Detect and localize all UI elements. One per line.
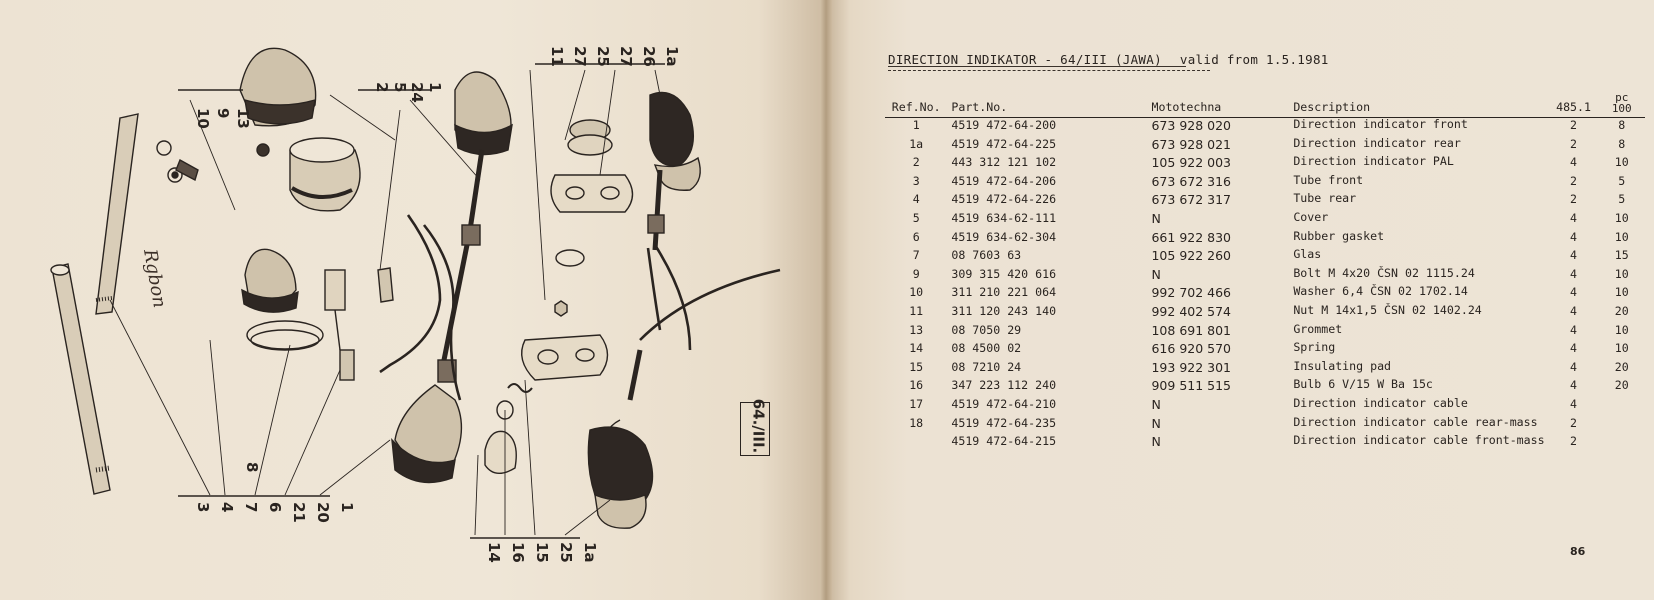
cell-desc: Direction indicator cable rear-mass <box>1293 414 1538 429</box>
cell-q2: 20 <box>1614 359 1629 374</box>
cell-moto: N <box>1151 210 1161 226</box>
header-q1: 485.1 <box>1556 100 1591 114</box>
cell-desc: Direction indicator cable <box>1293 395 1468 410</box>
cell-desc: Bolt M 4x20 ČSN 02 1115.24 <box>1293 265 1475 280</box>
cell-part: 4519 472-64-226 <box>951 192 1057 207</box>
cell-moto: 992 402 574 <box>1151 303 1232 319</box>
cell-desc: Tube front <box>1293 172 1364 187</box>
table-row <box>885 341 1645 360</box>
callout-label: 1a <box>581 542 599 563</box>
cell-ref: 17 <box>909 396 924 411</box>
cell-moto: N <box>1151 434 1161 450</box>
cell-ref: 6 <box>912 229 920 244</box>
cell-q2: 8 <box>1618 118 1626 132</box>
cell-q1: 4 <box>1570 155 1578 170</box>
table-row <box>885 192 1645 211</box>
cell-part: 443 312 121 102 <box>951 155 1057 170</box>
cell-q2: 8 <box>1618 136 1626 151</box>
header-moto: Mototechna <box>1151 100 1222 114</box>
handwritten-note: Rgbon <box>139 247 170 310</box>
cell-desc: Bulb 6 V/15 W Ba 15c <box>1293 377 1433 392</box>
cell-moto: 673 672 317 <box>1151 192 1232 208</box>
cell-ref: 9 <box>912 266 920 281</box>
callout-label: 4 <box>218 502 236 513</box>
table-row <box>885 155 1645 174</box>
header-q2 <box>1599 92 1646 118</box>
document-title <box>888 52 1329 67</box>
callout-label: 5 <box>391 82 409 93</box>
cell-q1: 4 <box>1570 378 1578 393</box>
cell-ref: 16 <box>909 378 924 393</box>
indicator-front-drawing <box>392 72 512 483</box>
callout-label: 14 <box>485 542 503 563</box>
cell-q1: 4 <box>1570 266 1578 281</box>
table-row <box>885 360 1645 379</box>
table-row <box>885 397 1645 416</box>
table-row <box>885 248 1645 267</box>
table-row <box>885 267 1645 286</box>
cell-moto: 909 511 515 <box>1151 378 1232 394</box>
cell-moto: N <box>1151 266 1161 282</box>
cell-desc: Grommet <box>1293 321 1343 336</box>
cell-moto: 673 928 020 <box>1151 118 1232 133</box>
cell-desc: Glas <box>1293 247 1322 262</box>
parts-table-body <box>885 118 1645 453</box>
cell-part: 4519 634-62-304 <box>951 229 1057 244</box>
cell-q1: 4 <box>1570 341 1578 356</box>
cell-part: 08 7603 63 <box>951 248 1022 263</box>
indicator-rear-drawing <box>588 93 780 529</box>
cell-moto: 661 922 830 <box>1151 229 1232 245</box>
callout-label: 26 <box>640 46 658 67</box>
cell-q2: 10 <box>1614 266 1629 281</box>
page-number: 86 <box>1570 545 1586 558</box>
cell-ref: 3 <box>912 173 920 188</box>
callouts-bottom-right <box>485 542 599 563</box>
cell-q2: 15 <box>1614 248 1629 263</box>
cell-q2 <box>1599 416 1646 435</box>
callout-label: 13 <box>234 108 252 129</box>
cell-moto: 616 920 570 <box>1151 341 1232 357</box>
callout-label: 1 <box>338 502 356 513</box>
callout-label: 27 <box>571 46 589 67</box>
cell-q1: 4 <box>1570 285 1578 300</box>
cell-desc: Tube rear <box>1293 191 1357 206</box>
table-row <box>885 416 1645 435</box>
cell-q2: 10 <box>1614 210 1629 225</box>
cell-q2: 10 <box>1614 341 1629 356</box>
cell-ref: 5 <box>912 210 920 225</box>
cell-part: 08 7210 24 <box>951 359 1022 374</box>
cell-q2 <box>1599 397 1646 416</box>
cell-moto: 193 922 301 <box>1151 359 1232 375</box>
cell-ref: 7 <box>912 248 920 263</box>
cell-desc: Insulating pad <box>1293 358 1392 373</box>
callout-label: 11 <box>548 46 566 67</box>
callout-label: 20 <box>314 502 332 523</box>
callout-label: 27 <box>617 46 635 67</box>
cell-q1: 4 <box>1570 248 1578 263</box>
callout-label: 21 <box>290 502 308 523</box>
cell-desc: Rubber gasket <box>1293 228 1385 243</box>
cell-part: 08 4500 02 <box>951 341 1022 356</box>
cell-q2: 10 <box>1614 285 1629 300</box>
cell-desc: Nut M 14x1,5 ČSN 02 1402.24 <box>1293 302 1482 317</box>
callout-label: 1a <box>663 46 681 67</box>
cell-moto: N <box>1151 415 1161 431</box>
callout-label: 3 <box>194 502 212 513</box>
table-header-row <box>885 92 1645 118</box>
header-part: Part.No. <box>951 100 1008 114</box>
title-dashed-rule <box>888 70 1210 71</box>
cell-ref: 18 <box>909 415 924 430</box>
cell-part: 4519 472-64-200 <box>951 118 1057 132</box>
cell-q1: 4 <box>1570 396 1578 411</box>
cell-ref: 10 <box>909 285 924 300</box>
cell-desc: Direction indicator cable front-mass <box>1293 433 1545 448</box>
header-ref: Ref.No. <box>891 100 941 114</box>
cell-desc: Direction indicator front <box>1293 117 1468 131</box>
indicator-pal-drawing <box>240 48 360 211</box>
cell-q1: 2 <box>1570 415 1578 430</box>
cell-q1: 4 <box>1570 229 1578 244</box>
table-row <box>885 285 1645 304</box>
cell-moto: 105 922 003 <box>1151 155 1232 171</box>
cell-desc: Washer 6,4 ČSN 02 1702.14 <box>1293 284 1468 299</box>
cell-q1: 4 <box>1570 210 1578 225</box>
cell-part: 347 223 112 240 <box>951 378 1057 393</box>
cell-part: 311 210 221 064 <box>951 285 1057 300</box>
cell-q1: 2 <box>1570 173 1578 188</box>
cell-part: 311 120 243 140 <box>951 303 1057 318</box>
header-q2-bottom: 100 <box>1611 102 1632 115</box>
cell-ref: 1a <box>909 136 924 151</box>
parts-table <box>885 92 1645 453</box>
cell-q1: 4 <box>1570 359 1578 374</box>
cell-moto: N <box>1151 396 1161 412</box>
callouts-top-left <box>194 108 252 129</box>
header-desc: Description <box>1293 100 1371 114</box>
cell-moto: 673 672 316 <box>1151 173 1232 189</box>
cell-ref: 2 <box>912 155 920 170</box>
table-row <box>885 137 1645 156</box>
table-row <box>885 174 1645 193</box>
callout-label: 9 <box>214 108 232 119</box>
cell-q2 <box>1599 434 1646 453</box>
cell-q2: 10 <box>1614 155 1629 170</box>
cell-part: 08 7050 29 <box>951 322 1022 337</box>
cell-moto: 992 702 466 <box>1151 285 1232 301</box>
table-row <box>885 304 1645 323</box>
callout-label: 16 <box>509 542 527 563</box>
cell-part: 4519 472-64-210 <box>951 396 1057 411</box>
cell-moto: 673 928 021 <box>1151 136 1232 152</box>
cell-desc: Direction indicator PAL <box>1293 154 1454 169</box>
title-text: DIRECTION INDIKATOR - 64/III (JAWA) <box>888 52 1162 67</box>
figure-stamp-text: 64./III. <box>749 398 768 454</box>
header-q2-top: pc <box>1615 91 1629 104</box>
cell-q2: 20 <box>1614 378 1629 393</box>
callout-label: 7 <box>242 502 260 513</box>
cell-q1: 2 <box>1570 434 1578 449</box>
cell-ref <box>885 434 947 453</box>
mount-plates-drawing <box>485 120 633 473</box>
table-row <box>885 434 1645 453</box>
cell-ref: 15 <box>909 359 924 374</box>
table-row <box>885 230 1645 249</box>
cell-part: 309 315 420 616 <box>951 266 1057 281</box>
callout-label: 15 <box>533 542 551 563</box>
cell-ref: 1 <box>912 118 920 132</box>
cell-desc: Direction indicator rear <box>1293 135 1461 150</box>
cell-q2: 5 <box>1618 173 1626 188</box>
cell-ref: 4 <box>912 192 920 207</box>
cell-part: 4519 472-64-225 <box>951 136 1057 151</box>
validity-text: valid from 1.5.1981 <box>1179 52 1329 67</box>
callout-label: 8 <box>243 462 261 473</box>
cell-q1: 2 <box>1570 118 1578 132</box>
cell-desc: Cover <box>1293 209 1329 224</box>
callout-label: 25 <box>594 46 612 67</box>
cell-q1: 2 <box>1570 136 1578 151</box>
cell-q2: 10 <box>1614 229 1629 244</box>
exploded-parts-drawing <box>0 0 825 600</box>
callout-label: 10 <box>194 108 212 129</box>
callout-label: 2 <box>373 82 391 93</box>
cell-ref: 11 <box>909 303 924 318</box>
cell-part: 4519 472-64-235 <box>951 415 1057 430</box>
cell-part: 4519 472-64-215 <box>951 434 1057 449</box>
callout-label: 1 <box>426 82 444 93</box>
cell-q2: 10 <box>1614 322 1629 337</box>
cell-q2: 20 <box>1614 303 1629 318</box>
cell-desc: Spring <box>1293 340 1336 355</box>
cell-part: 4519 472-64-206 <box>951 173 1057 188</box>
tube-rear-drawing <box>96 114 138 314</box>
cell-moto: 108 691 801 <box>1151 322 1232 338</box>
table-row <box>885 378 1645 397</box>
cell-q1: 4 <box>1570 303 1578 318</box>
cell-moto: 105 922 260 <box>1151 248 1232 264</box>
cell-q1: 4 <box>1570 322 1578 337</box>
table-row <box>885 323 1645 342</box>
callout-label: 6 <box>266 502 284 513</box>
cell-q1: 2 <box>1570 192 1578 207</box>
figure-stamp <box>740 398 770 456</box>
cell-ref: 13 <box>909 322 924 337</box>
cell-ref: 14 <box>909 341 924 356</box>
callouts-top-mid <box>373 82 444 103</box>
table-row <box>885 211 1645 230</box>
callout-label: 25 <box>557 542 575 563</box>
title-underline <box>888 66 1186 67</box>
cell-q2: 5 <box>1618 192 1626 207</box>
callouts-bottom-left <box>194 462 356 523</box>
callout-label: 24 <box>408 82 426 103</box>
cell-part: 4519 634-62-111 <box>951 210 1057 225</box>
table-row <box>885 118 1645 137</box>
